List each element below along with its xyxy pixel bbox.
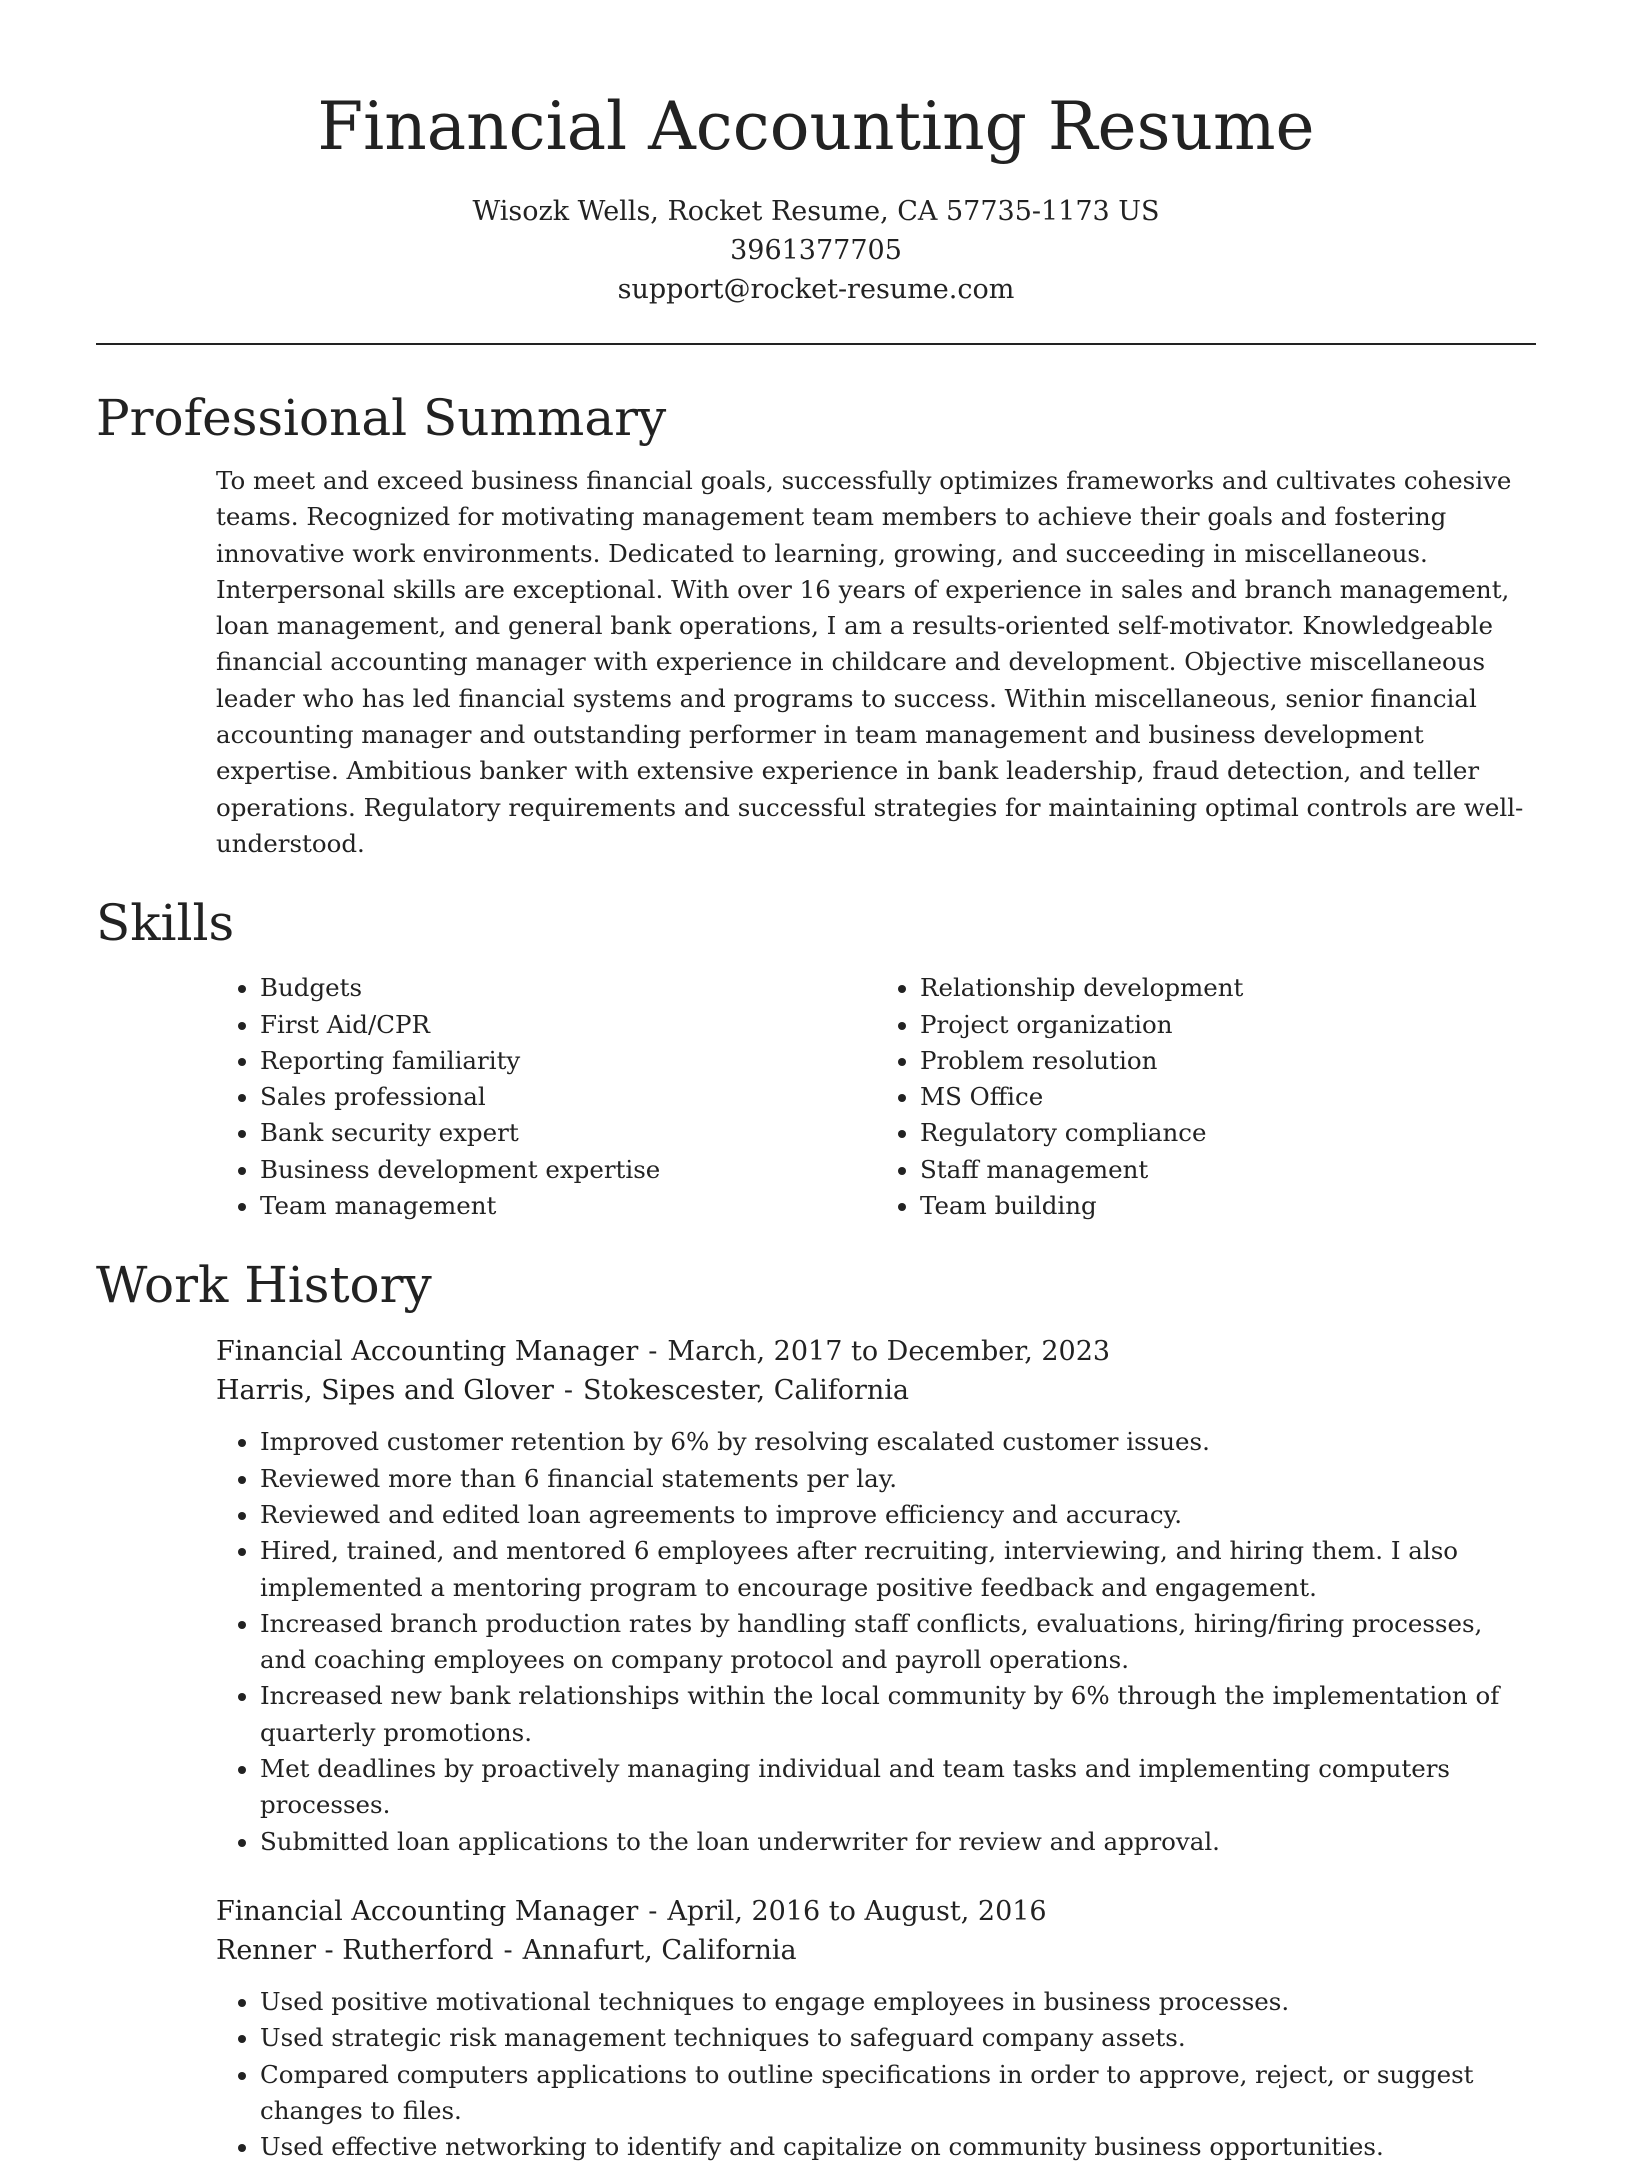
resume-title: Financial Accounting Resume [317, 88, 1315, 165]
job-bullet: • Used positive motivational techniques to engage employees in business processes. [260, 1984, 1536, 2020]
resume-header [96, 86, 1536, 309]
skill-item: • Problem resolution [920, 1043, 1536, 1079]
job-entry [216, 1332, 1536, 1860]
skill-item: • Bank security expert [260, 1115, 876, 1151]
job-title-line [216, 1892, 1536, 1931]
section-heading-summary: Professional Summary [96, 389, 667, 447]
skill-item: • Project organization [920, 1007, 1536, 1043]
skill-item: • Relationship development [920, 970, 1536, 1006]
job-bullet: • Compared computers applications to outline specifications in order to approve, reject, or suggest changes to files. [260, 2057, 1536, 2130]
job-entry [216, 1892, 1536, 2165]
skill-item: • First Aid/CPR [260, 1007, 876, 1043]
skills-list-left [216, 970, 876, 1224]
skill-item: • Team management [260, 1188, 876, 1224]
job-bullet: • Used strategic risk management techniques to safeguard company assets. [260, 2020, 1536, 2056]
job-separator: - [648, 1895, 658, 1927]
skill-item: • Reporting familiarity [260, 1043, 876, 1079]
header-divider [96, 343, 1536, 345]
skills-section [96, 892, 1536, 1224]
job-bullet-list [216, 1984, 1536, 2165]
job-company: Harris, Sipes and Glover [216, 1375, 554, 1407]
contact-info [96, 192, 1536, 309]
job-bullet: • Increased new bank relationships within the local community by 6% through the implementation of quarterly promotions. [260, 1678, 1536, 1751]
contact-address: Wisozk Wells, Rocket Resume, CA 57735-1173 US [472, 196, 1160, 227]
job-location: Stokescester, California [583, 1375, 910, 1407]
job-bullet: • Submitted loan applications to the loan underwriter for review and approval. [260, 1824, 1536, 1860]
skills-grid [216, 970, 1536, 1224]
skill-item: • Business development expertise [260, 1152, 876, 1188]
job-company: Renner - Rutherford [216, 1934, 494, 1966]
job-bullet: • Reviewed more than 6 financial statements per lay. [260, 1461, 1536, 1497]
skills-list-right [876, 970, 1536, 1224]
summary-body [216, 463, 1536, 862]
work-history-body [216, 1332, 1536, 2165]
job-dates: March, 2017 to December, 2023 [667, 1336, 1111, 1368]
skill-item: • Regulatory compliance [920, 1115, 1536, 1151]
contact-email: support@rocket-resume.com [617, 274, 1015, 305]
work-history-section [96, 1254, 1536, 2165]
professional-summary-section [96, 387, 1536, 862]
job-bullet: • Reviewed and edited loan agreements to improve efficiency and accuracy. [260, 1497, 1536, 1533]
job-bullet: • Met deadlines by proactively managing individual and team tasks and implementing computers processes. [260, 1751, 1536, 1824]
summary-text: To meet and exceed business financial goals, successfully optimizes frameworks and cultivates cohesive teams. Recognized for motivating management team members to achieve their goals and fostering innovative work environments. Dedicated to learning, growing, and succeeding in miscellaneous. Interpersonal skills are exceptional. With over 16 years of experience in sales and branch management, loan management, and general bank operations, I am a results-oriented self-motivator. Knowledgeable financial accounting manager with experience in childcare and development. Objective miscellaneous leader who has led financial systems and programs to success. Within miscellaneous, senior financial accounting manager and outstanding performer in team management and business development expertise. Ambitious banker with extensive experience in bank leadership, fraud detection, and teller operations. Regulatory requirements and successful strategies for maintaining optimal controls are well-understood. [216, 466, 1524, 858]
skill-item: • Staff management [920, 1152, 1536, 1188]
job-bullet-list [216, 1424, 1536, 1860]
section-heading-work-history: Work History [96, 1256, 432, 1315]
skill-item: • MS Office [920, 1079, 1536, 1115]
job-separator: - [563, 1375, 574, 1407]
job-bullet: • Used effective networking to identify and capitalize on community business opportunities. [260, 2129, 1536, 2165]
skill-item: • Sales professional [260, 1079, 876, 1115]
job-bullet: • Hired, trained, and mentored 6 employees after recruiting, interviewing, and hiring them. I also implemented a mentoring program to encourage positive feedback and engagement. [260, 1533, 1536, 1606]
job-title: Financial Accounting Manager [216, 1895, 639, 1927]
skill-item: • Budgets [260, 970, 876, 1006]
skill-item: • Team building [920, 1188, 1536, 1224]
contact-phone: 3961377705 [730, 235, 902, 266]
job-company-line [216, 1371, 1536, 1410]
job-company-line [216, 1931, 1536, 1970]
job-separator: - [503, 1934, 513, 1966]
job-title-line [216, 1332, 1536, 1371]
job-dates: April, 2016 to August, 2016 [667, 1895, 1047, 1927]
job-bullet: • Increased branch production rates by handling staff conflicts, evaluations, hiring/firing processes, and coaching employees on company protocol and payroll operations. [260, 1606, 1536, 1679]
job-location: Annafurt, California [522, 1934, 797, 1966]
job-separator: - [648, 1336, 658, 1368]
job-bullet: • Improved customer retention by 6% by resolving escalated customer issues. [260, 1424, 1536, 1460]
job-title: Financial Accounting Manager [216, 1336, 639, 1368]
section-heading-skills: Skills [96, 894, 235, 953]
